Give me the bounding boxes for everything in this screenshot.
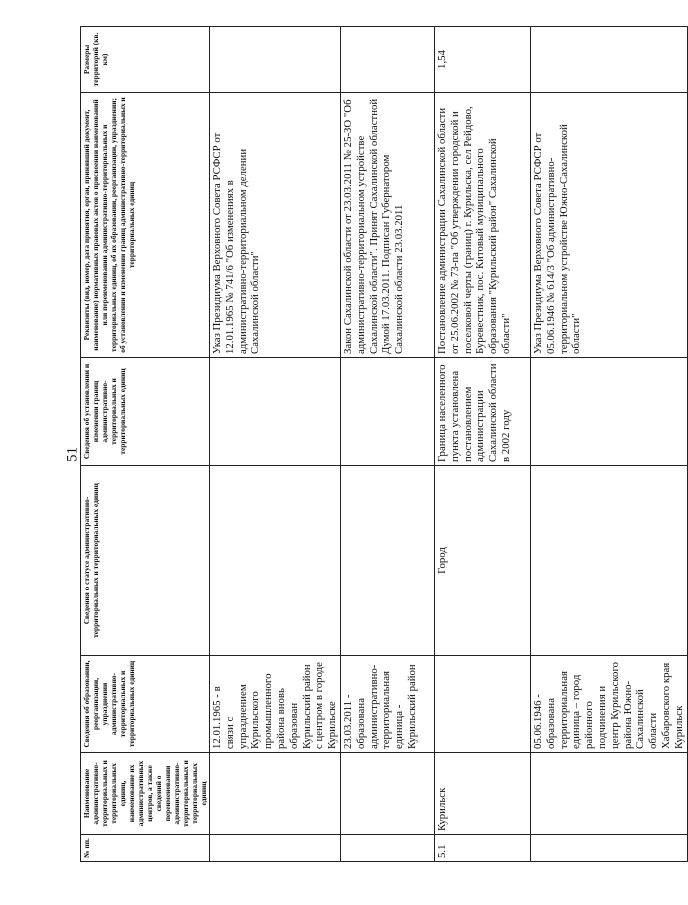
cell-status [530, 466, 687, 656]
table-row [434, 27, 530, 862]
header-num: № пп. [81, 835, 210, 862]
cell-area [210, 27, 341, 93]
cell-num [210, 835, 341, 862]
cell-name [210, 753, 341, 835]
header-name: Наименование административно-территориальных и территориальных единиц, наименование их административных центров, а также сведений о переименовании административно-территориальных и территориальных единиц [81, 753, 210, 835]
cell-borders [530, 358, 687, 466]
header-area: Размеры территорий (кв. км) [81, 27, 210, 93]
cell-requisites: Закон Сахалинской области от 23.03.2011 № 25-ЗО "Об административно-территориальном устройстве Сахалинской области". Принят Сахалинской областной Думой 17.03.2011. Подписан Губернатором Сахалинской области 23.03.2011 [340, 93, 434, 358]
cell-num [340, 835, 434, 862]
table-row [210, 27, 341, 862]
cell-status [210, 466, 341, 656]
cell-num: 5.1 [434, 835, 530, 862]
cell-formation: 12.01.1965 - в связи с упразднением Курильского промышленного района вновь образован Курильский район с центром в городе Курильске [210, 656, 341, 753]
cell-formation [434, 656, 530, 753]
cell-borders [210, 358, 341, 466]
cell-status [340, 466, 434, 656]
cell-name [530, 753, 687, 835]
cell-area [340, 27, 434, 93]
cell-formation: 05.06.1946 - образована территориальная единица – город районного подчинения и центр Курильского района Южно-Сахалинской области Хабаровского края Курильск [530, 656, 687, 753]
header-formation: Сведения об образовании, реорганизации, упразднении административно-территориальных и территориальных единиц [81, 656, 210, 753]
header-row [81, 27, 210, 862]
cell-borders [340, 358, 434, 466]
cell-name: Курильск [434, 753, 530, 835]
cell-area: 1,54 [434, 27, 530, 93]
cell-requisites: Указ Президиума Верховного Совета РСФСР от 05.06.1946 № 614/3 "Об административно-территориальном устройстве Южно-Сахалинской области" [530, 93, 687, 358]
cell-borders: Граница населенного пункта установлена постановлением администрации Сахалинской области в 2002 году [434, 358, 530, 466]
table-row [530, 27, 687, 862]
cell-area [530, 27, 687, 93]
header-requisites: Реквизиты (вид, номер, дата принятия, орган, принявший документ, наименование) нормативных правовых актов о присвоении наименований или переименовании административно-территориальных и территориальных единиц, об их образовании, реорганизации, упразднении; об установлении и изменении границ административно-территориальных и территориальных единиц [81, 93, 210, 358]
cell-requisites: Постановление администрации Сахалинской области от 25.06.2002 № 73-па "Об утверждении городской и поселковой черты (границ) г. Курильска, сел Рейдово, Буревестник, пос. Китовый муниципального образования "Курильский район" Сахалинской области" [434, 93, 530, 358]
cell-name [340, 753, 434, 835]
header-borders: Сведения об установлении и изменении границ административно-территориальных и территориальных единиц [81, 358, 210, 466]
table-row [340, 27, 434, 862]
cell-requisites: Указ Президиума Верховного Совета РСФСР от 12.01.1965 № 741/6 "Об изменениях в административно-территориальном делении Сахалинской области" [210, 93, 341, 358]
cell-status: Город [434, 466, 530, 656]
page-number: 51 [64, 447, 81, 462]
cell-num [530, 835, 687, 862]
cell-formation: 23.03.2011 - образована административно-территориальная единица - Курильский район [340, 656, 434, 753]
header-status: Сведения о статусе административно-территориальных и территориальных единиц [81, 466, 210, 656]
registry-table [80, 26, 688, 862]
rotated-table-wrapper [80, 27, 685, 862]
